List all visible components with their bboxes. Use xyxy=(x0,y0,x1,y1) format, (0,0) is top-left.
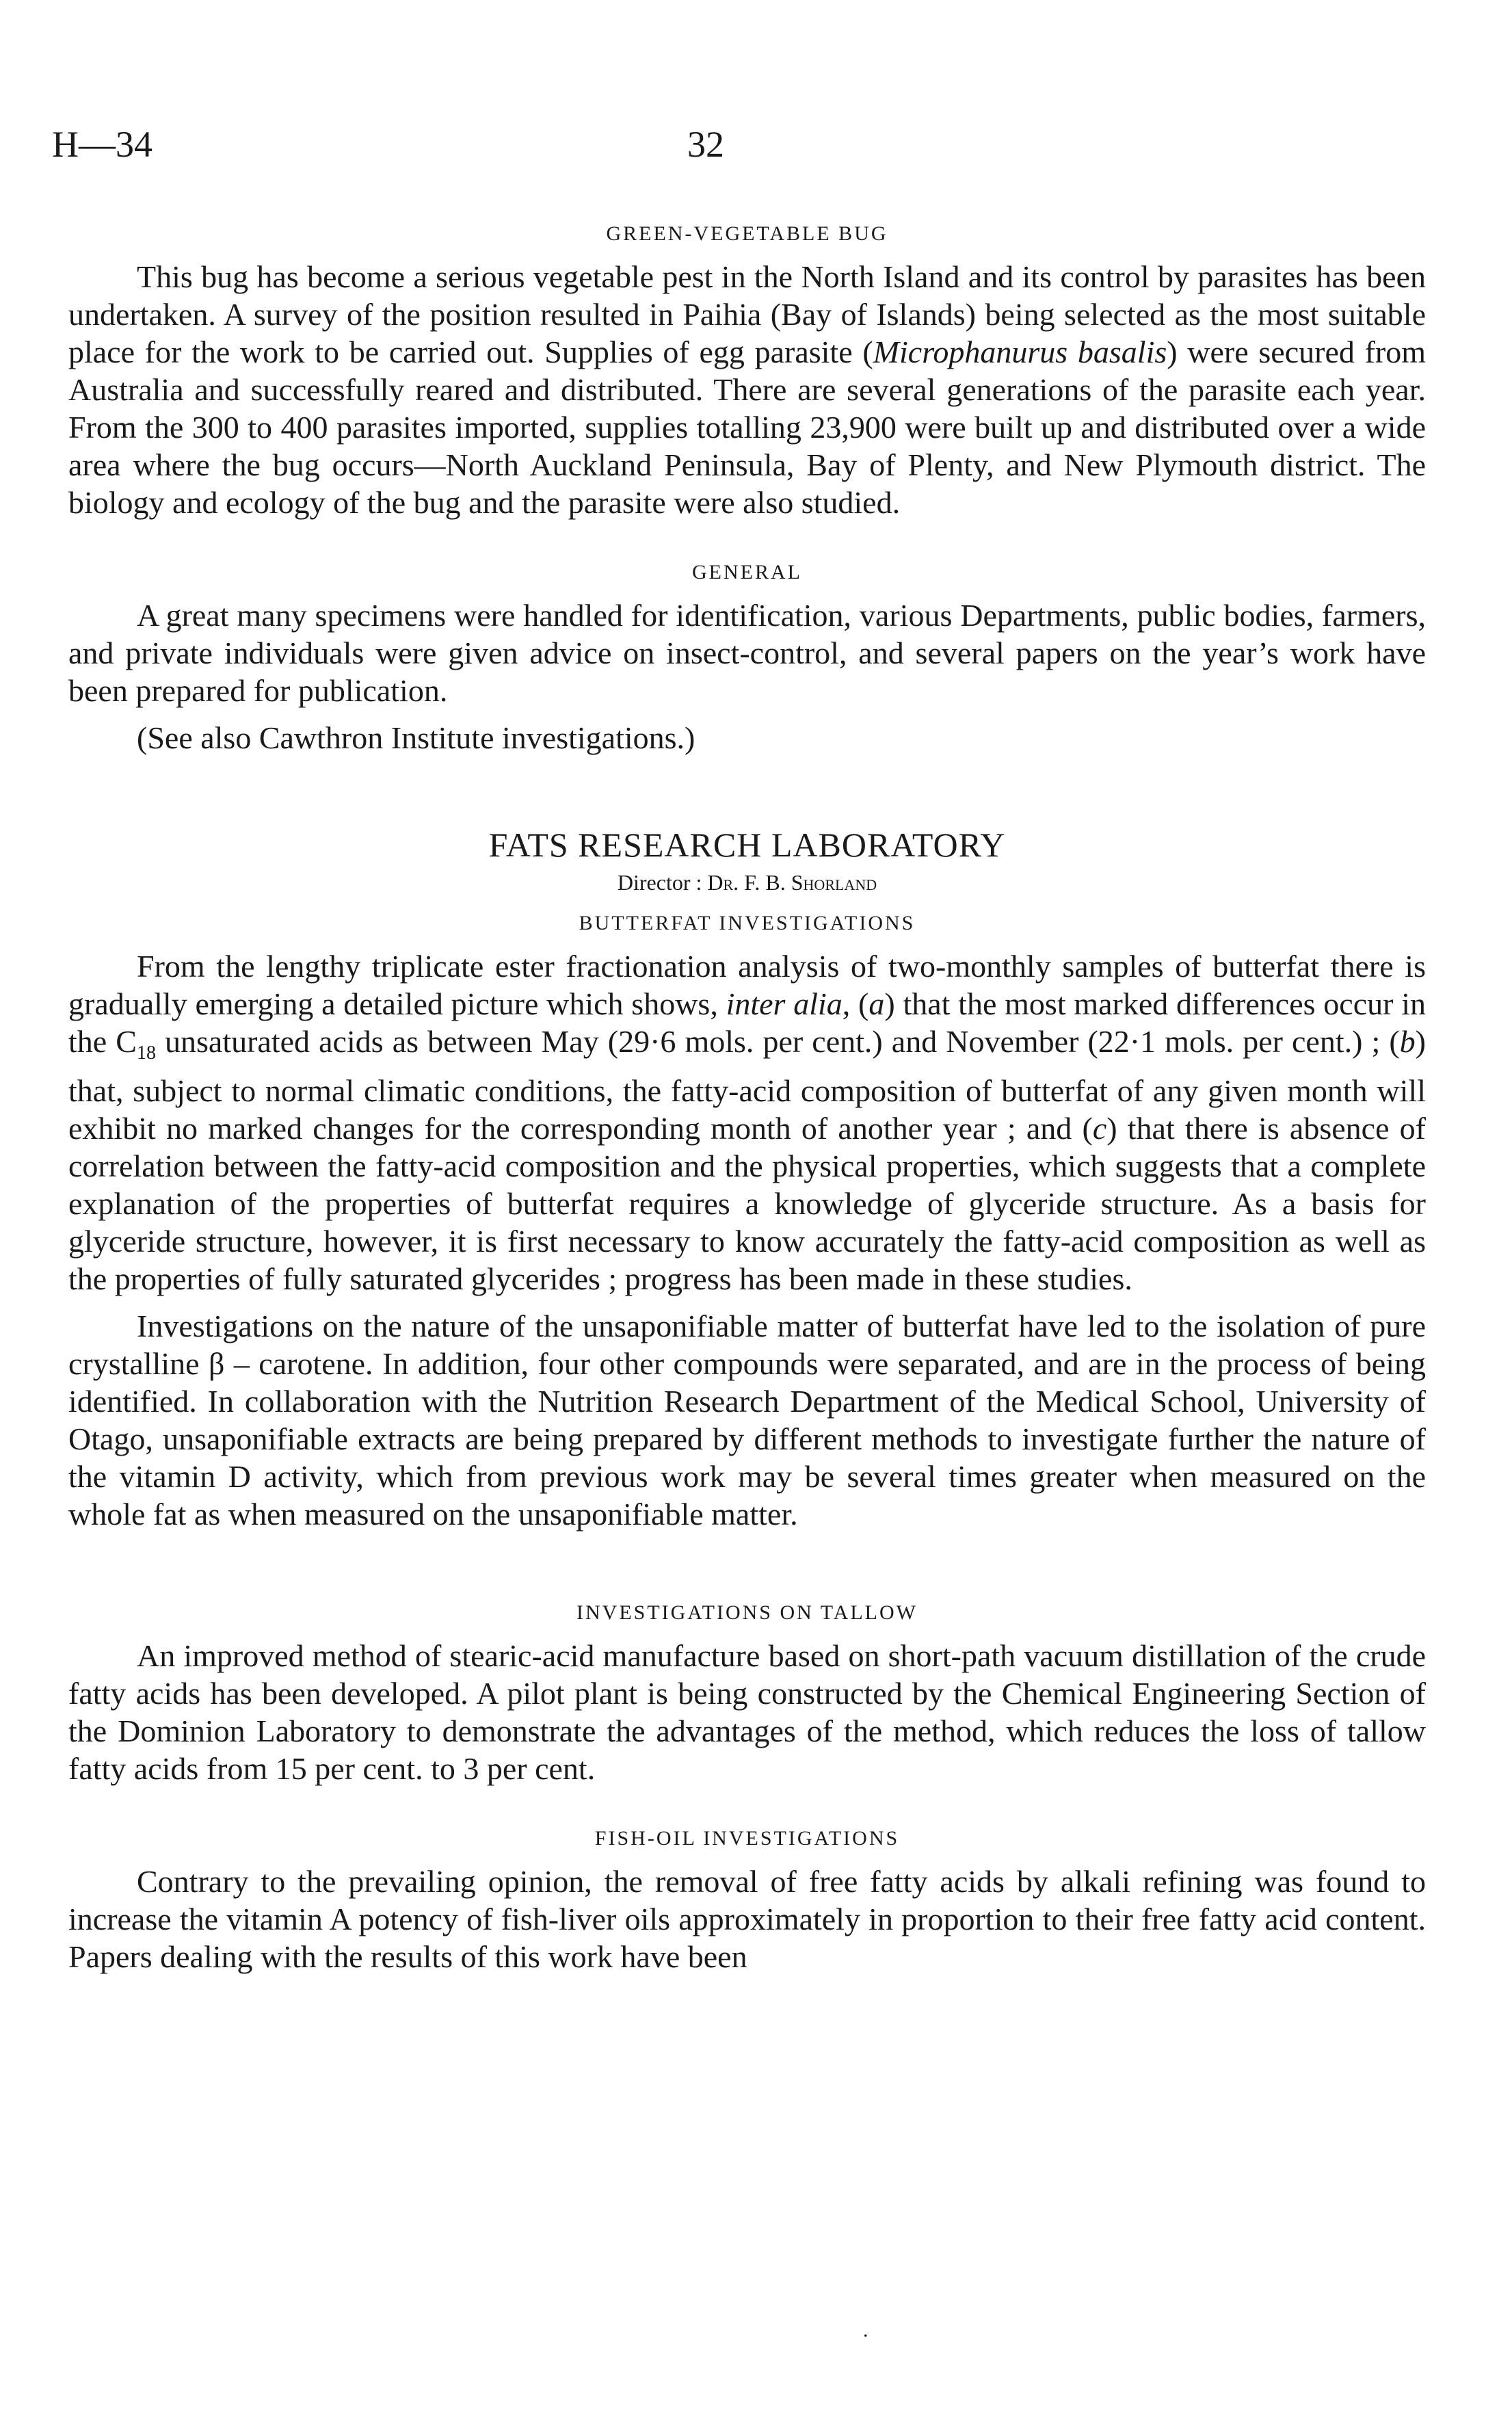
section-heading-green-vegetable-bug: GREEN-VEGETABLE BUG xyxy=(606,222,888,245)
page-reference: H—34 xyxy=(52,124,152,165)
paragraph-general-1: A great many specimens were handled for identification, various Departments, public bodies, farmers, and private individuals were given advice on insect-control, and several papers on the year’s work have been prepared for publication. xyxy=(68,598,1426,708)
paragraph-butterfat-2: Investigations on the nature of the unsaponifiable matter of butterfat have led to the isolation of pure crystalline β – carotene. In addition, four other compounds were separated, and are in the process of being identified. In collaboration with the Nutrition Research Department of the Medical School, University of Otago, unsaponifiable extracts are being prepared by different methods to investigate further the nature of the vitamin D activity, which from previous work may be several times greater when measured on the whole fat as when measured on the unsaponifiable matter. xyxy=(68,1309,1426,1532)
subsection-heading-butterfat: BUTTERFAT INVESTIGATIONS xyxy=(579,912,916,934)
paragraph-tallow: An improved method of stearic-acid manufacture based on short-path vacuum distillation of the crude fatty acids has been developed. A pilot plant is being constructed by the Chemical Engineering Section of the Dominion Laboratory to demonstrate the advantages of the method, which reduces the loss of tallow fatty acids from 15 per cent. to 3 per cent. xyxy=(68,1638,1426,1787)
list-marker: b xyxy=(1399,1024,1416,1059)
text-run: From the lengthy triplicate ester fractionation analysis of two-monthly samples of butterfat there is gradually emerging a detailed picture which shows, xyxy=(68,949,1426,1021)
footer-mark: . xyxy=(863,2319,868,2341)
section-heading-general: GENERAL xyxy=(692,561,802,583)
species-name: Microphanurus basalis xyxy=(873,334,1167,369)
section-heading-fats-research-laboratory: FATS RESEARCH LABORATORY xyxy=(488,826,1006,864)
paragraph-fish-oil: Contrary to the prevailing opinion, the removal of free fatty acids by alkali refining was found to increase the vitamin A potency of fish-liver oils approximately in proportion to their free fatty acid content. Papers dealing with the results of this work have been xyxy=(68,1864,1426,1975)
text-run: ) that the most marked differences occur in the C xyxy=(68,986,1426,1059)
paragraph-green-vegetable-bug xyxy=(68,258,1426,521)
text-run: ) were secured from Australia and successfully reared and distributed. There are several generations of the parasite each year. From the 300 to 400 parasites imported, supplies totalling 23,900 were built up and distributed over a wide area where the bug occurs—North Auckland Peninsula, Bay of Plenty, and New Plymouth district. The biology and ecology of the bug and the parasite were also studied. xyxy=(68,334,1426,520)
paragraph-butterfat-1 xyxy=(68,947,1426,1298)
subscript: 18 xyxy=(136,1042,156,1064)
director-name: Dr. F. B. Shorland xyxy=(707,870,877,895)
subsection-heading-fish-oil: FISH-OIL INVESTIGATIONS xyxy=(594,1827,900,1850)
text-run: unsaturated acids as between May (29·6 mols. per cent.) and November (22·1 mols. per cent.) ; ( xyxy=(155,1024,1400,1059)
list-marker: c xyxy=(1092,1111,1107,1146)
director-line xyxy=(68,870,1426,895)
page-number: 32 xyxy=(687,124,724,165)
page-body xyxy=(68,222,1426,1975)
subsection-heading-tallow: INVESTIGATIONS ON TALLOW xyxy=(576,1601,918,1625)
paragraph-general-2: (See also Cawthron Institute investigations.) xyxy=(137,720,695,755)
text-run: ) that, subject to normal climatic conditions, the fatty-acid composition of butterfat of any given month will exhibit no marked changes for the corresponding month of another year ; and ( xyxy=(68,1024,1426,1146)
latin-phrase: inter alia xyxy=(726,986,843,1021)
text-run: , ( xyxy=(842,986,869,1021)
text-run: ) that there is absence of correlation between the fatty-acid composition and the physical properties, which suggests that a complete explanation of the properties of butterfat requires a knowledge of glyceride structure. As a basis for glyceride structure, however, it is first necessary to know accurately the fatty-acid composition as well as the properties of fully saturated glycerides ; progress has been made in these studies. xyxy=(68,1111,1426,1297)
list-marker: a xyxy=(868,986,885,1021)
text-run: This bug has become a serious vegetable pest in the North Island and its control by parasites has been undertaken. A survey of the position resulted in Paihia (Bay of Islands) being selected as the most suitable place for the work to be carried out. Supplies of egg parasite ( xyxy=(68,259,1426,369)
director-label: Director : xyxy=(617,870,702,895)
